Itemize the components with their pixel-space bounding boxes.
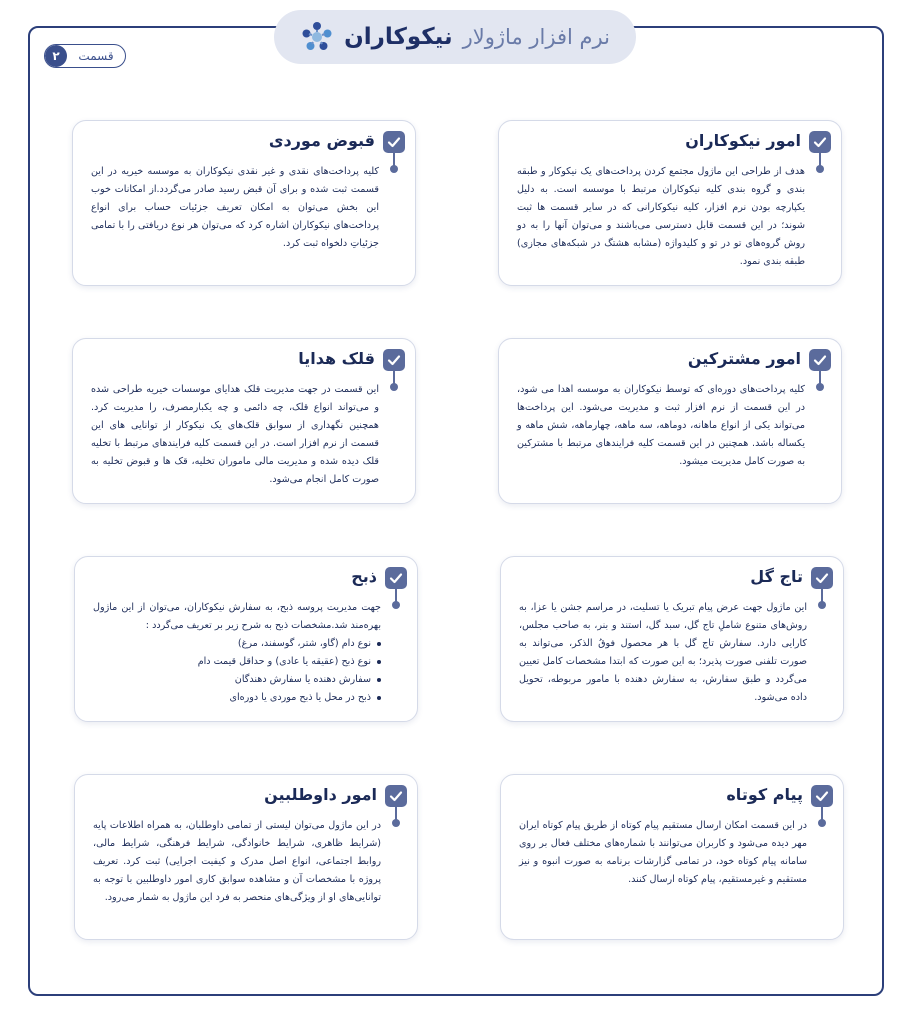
card-title: پیام کوتاه [726,785,803,804]
check-icon [385,567,407,589]
card-title: تاج گل [750,567,803,586]
list-item: ذبح در محل یا ذبح موردی یا دوره‌ای [93,689,381,707]
card-title: قلک هدایا [298,349,375,368]
check-icon [383,131,405,153]
title-brand: نیکوکاران [344,24,453,50]
card-payam [500,774,844,940]
card-body [93,599,381,707]
list-item: نوع دام (گاو، شتر، گوسفند، مرغ) [93,635,381,653]
check-icon [383,349,405,371]
card-body: این قسمت در جهت مدیریت قلک هدایای موسسات خیریه طراحی شده و می‌تواند انواع قلک، چه دائمی و چه یکبارمصرف، را مدیریت کرد. همچنین نگهداری از سوابق قلک‌های یک نیکوکار از توانایی های این قسمت از نرم افزار است. در این قسمت کلیه فرایندهای مرتبط با تخلیه قلک دیده شده و مدیریت مالی ماموران تخلیه، قک ها و قبوض تخلیه به صورت کامل انجام می‌شود. [91,384,379,485]
bullet-dot-icon [816,165,824,173]
card-body: در این قسمت امکان ارسال مستقیم پیام کوتاه از طریق پیام کوتاه ایران مهر دیده می‌شود و کاربران می‌توانند با شماره‌های مختلف فعال بر روی سامانه پیام کوتاه خود، در تمامی گزارشات برنامه به صورت انبوه و نیز مستقیم و غیرمستقیم، پیام کوتاه ارسال کنند. [519,820,807,885]
card-body: کلیه پرداخت‌های دوره‌ای که توسط نیکوکاران به موسسه اهدا می شود، در این قسمت از نرم افزار ثبت و مدیریت می‌شود. این پرداخت‌ها می‌تواند یکی از انواع ماهانه، دوماهه، سه ماهه، چهارماهه، شش ماهه و یکساله باشد. همچنین در این قسمت کلیه فرایندهای مرتبط با مشترکین به صورت کامل مدیریت میشود. [517,384,805,467]
zebh-list [93,635,381,707]
part-badge [44,44,126,68]
card-intro: جهت مدیریت پروسه ذبح، به سفارش نیکوکاران، می‌توان از این ماژول بهره‌مند شد.مشخصات ذبح به شرح زیر بر تعریف می‌گردد : [93,602,381,631]
page-title [274,10,636,64]
part-number: ۲ [45,45,67,67]
logo-icon [300,20,334,54]
card-davtalabin [74,774,418,940]
card-body: کلیه پرداخت‌های نقدی و غیر نقدی نیکوکاران به موسسه خیریه در این قسمت ثبت شده و برای آن قبض رسید صادر می‌گردد.از امکانات خوب این بخش می‌توان به امکان تعریف جزئیات حساب برای انواع پرداخت‌های نیکوکاران اشاره کرد که می‌توان هر نوع دریافتی را با تمامی جزئیاتِ دلخواه ثبت کرد. [91,166,379,249]
check-icon [809,349,831,371]
card-title: امور مشترکین [687,349,801,368]
list-item: نوع ذبح (عقیقه یا عادی) و حداقل قیمت دام [93,653,381,671]
bullet-dot-icon [390,383,398,391]
bullet-dot-icon [818,819,826,827]
bullet-dot-icon [816,383,824,391]
card-zebh [74,556,418,722]
card-ghobooz [72,120,416,286]
check-icon [811,567,833,589]
card-title: قبوض موردی [268,131,375,150]
part-label: قسمت [78,49,114,63]
check-icon [385,785,407,807]
check-icon [809,131,831,153]
card-moshtarakin [498,338,842,504]
card-body: این ماژول جهت عرض پیام تبریک یا تسلیت، در مراسم جشن یا عزا، به روش‌های متنوع شاملِ تاج گل، سبد گل، استند و بنر، به صاحب مجلس، کارایی دارد. سفارش تاج گل با هر محصول فوقُ الذکر، می‌تواند به صورت تلفنی صورت پذیرد؛ به این صورت که ابتدا مشخصات کامل تعیین می‌گردد و طبق سفارش، به سفارش دهنده با مامور مربوطه، تحویل داده می‌شود. [519,602,807,703]
card-title: ذبح [351,567,377,586]
card-body: هدف از طراحی این ماژول مجتمع کردن پرداخت‌های یک نیکوکار و طبقه بندی و گروه بندی کلیه نیکوکاران مرتبط با موسسه است. به دلیل یکپارچه بودن نرم افزار، کلیه نیکوکارانی که در سایر قسمت ها ثبت شوند؛ در این قسمت قابل دسترسی می‌باشند و می‌توان آنها را به دو روش گروه‌های تو در تو و کلیدواژه (مشابه هشتگ در شبکه‌های مجازی) طبقه بندی نمود. [517,166,805,267]
card-body: در این ماژول می‌توان لیستی از تمامی داوطلبان، به همراه اطلاعات پایه (شرایط ظاهری، شرایط خانوادگی، شرایط فرهنگی، شرایط مالی، روابط اجتماعی، انواع اصل مدرک و کیفیت اجرایی) ثبت کرد. تعریف پروژه با مشخصات آن و مشاهده سوابق کاری امور داوطلبین با توجه به توانایی‌های او از ویژگی‌های منحصر به فرد این ماژول به شمار می‌رود. [93,820,381,903]
card-kolk [72,338,416,504]
card-title: امور داوطلبین [264,785,377,804]
check-icon [811,785,833,807]
card-nikookaran [498,120,842,286]
title-rest: نرم افزار ماژولار [462,25,610,49]
card-tajgol [500,556,844,722]
card-title: امور نیکوکاران [685,131,801,150]
bullet-dot-icon [818,601,826,609]
bullet-dot-icon [392,601,400,609]
bullet-dot-icon [390,165,398,173]
list-item: سفارش دهنده یا سفارش دهندگان [93,671,381,689]
bullet-dot-icon [392,819,400,827]
